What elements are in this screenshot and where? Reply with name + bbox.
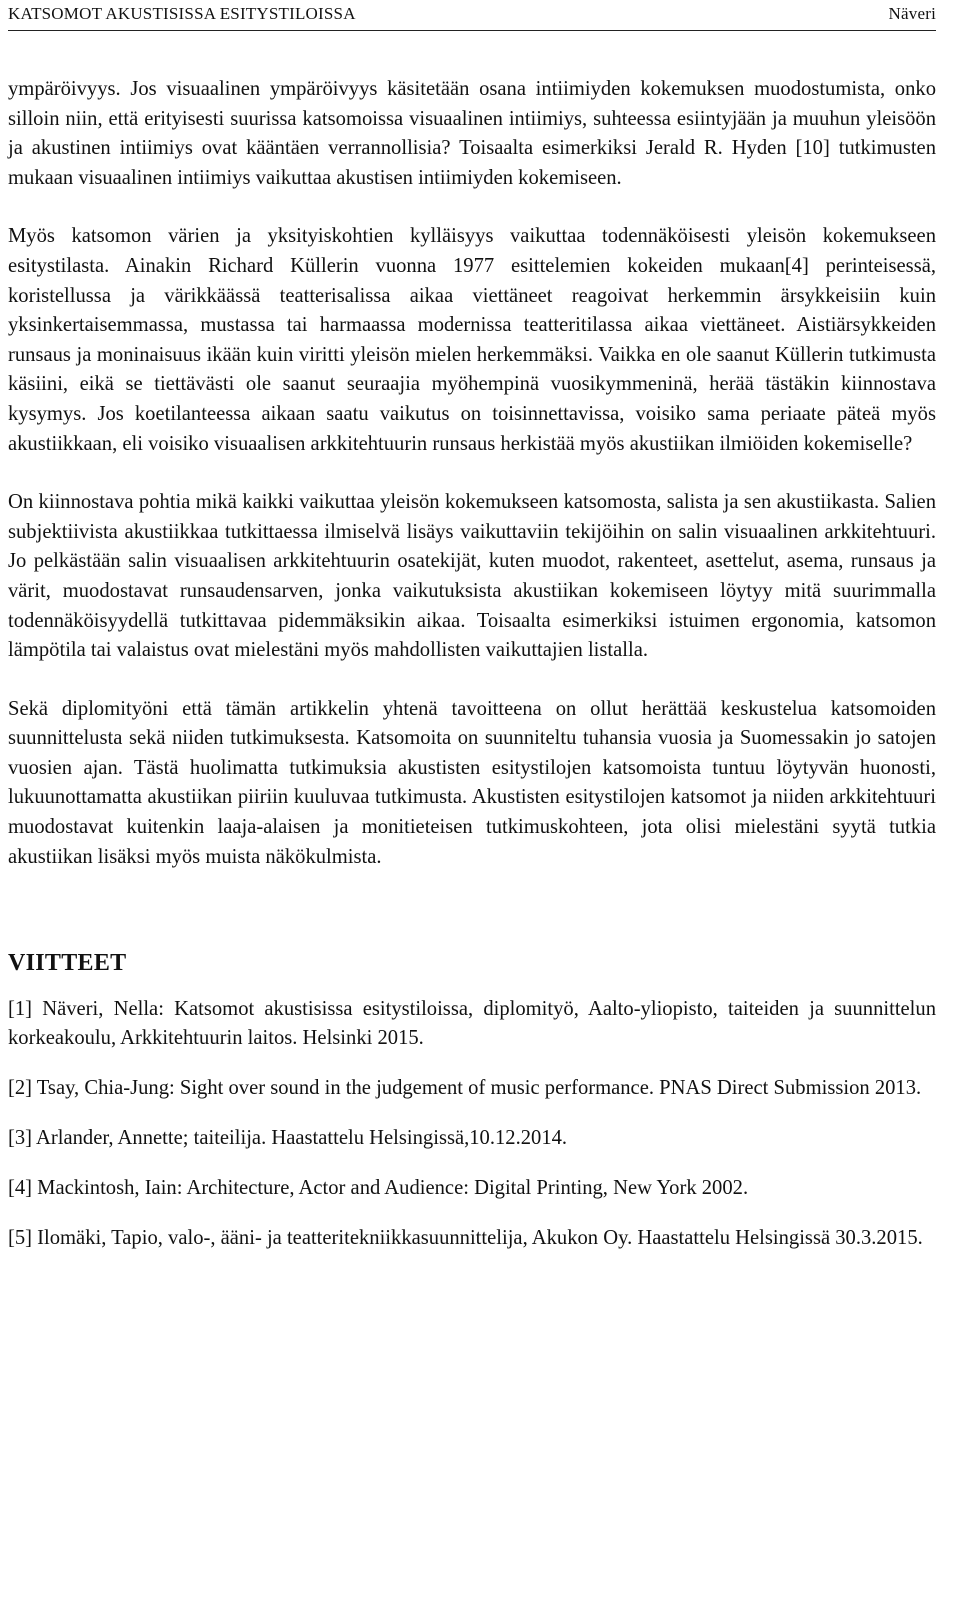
references-heading: VIITTEET: [8, 950, 127, 977]
reference-item: [5] Ilomäki, Tapio, valo-, ääni- ja teatteritekniikkasuunnittelija, Akukon Oy. Haastattelu Helsingissä 30.3.2015.: [8, 1227, 923, 1250]
reference-item: [2] Tsay, Chia-Jung: Sight over sound in the judgement of music performance. PNAS Direct Submission 2013.: [8, 1077, 922, 1100]
reference-item: [4] Mackintosh, Iain: Architecture, Actor and Audience: Digital Printing, New York 2002.: [8, 1177, 749, 1200]
paragraph: Sekä diplomityöni että tämän artikkelin yhtenä tavoitteena on ollut herättää keskustelua katsomoiden suunnittelusta sekä niiden tutkimuksesta. Katsomoita on suunniteltu tuhansia vuosia ja Suomessakin jo satojen vuosien ajan. Tästä huolimatta tutkimuksia akustisten esitystilojen katsomoista tuntuu löytyvän huonosti, lukuunottamatta akustiikan piiriin kuuluvaa tutkimusta. Akustisten esitystilojen katsomot ja niiden arkkitehtuuri muodostavat kuitenkin laaja-alaisen ja monitieteisen tutkimuskohteen, jota olisi mielestäni syytä tutkia akustiikan lisäksi myös muista näkökulmista.: [8, 697, 936, 868]
article-body: [8, 75, 936, 872]
document-page: [8, 0, 936, 1274]
header-title: KATSOMOT AKUSTISISSA ESITYSTILOISSA: [8, 4, 356, 23]
reference-item: [1] Näveri, Nella: Katsomot akustisissa esitystiloissa, diplomityö, Aalto-yliopisto, taiteiden ja suunnittelun korkeakoulu, Arkkitehtuurin laitos. Helsinki 2015.: [8, 998, 936, 1050]
running-header: [8, 0, 936, 31]
paragraph: On kiinnostava pohtia mikä kaikki vaikuttaa yleisön kokemukseen katsomosta, salista ja sen akustiikasta. Salien subjektiivista akustiikkaa tutkittaessa ilmiselvä lisäys vaikuttaviin tekijöihin on salin visuaalinen arkkitehtuuri. Jo pelkästään salin visuaalisen arkkitehtuurin osatekijät, kuten muodot, rakenteet, asettelut, asema, runsaus ja värit, muodostavat runsaudensarven, jonka vaikutuksista akustiikan kokemiseen löytyy mitä suurimmalla todennäköisyydellä tutkittavaa pidemmäksikin aikaa. Toisaalta esimerkiksi istuimen ergonomia, katsomon lämpötila tai valaistus ovat mielestäni myös mahdollisten vaikuttajien listalla.: [8, 491, 936, 662]
paragraph: ympäröivyys. Jos visuaalinen ympäröivyys käsitetään osana intiimiyden kokemuksen muodostumista, onko silloin niin, että erityisesti suurissa katsomoissa visuaalinen intiimiys, suhteessa esiintyjään ja muuhun yleisöön ja akustinen intiimiys ovat kääntäen verrannollisia? Toisaalta esimerkiksi Jerald R. Hyden [10] tutkimusten mukaan visuaalinen intiimiys vaikuttaa akustisen intiimiyden kokemiseen.: [8, 78, 936, 189]
header-author: Näveri: [888, 4, 936, 23]
reference-list: [8, 995, 936, 1253]
reference-item: [3] Arlander, Annette; taiteilija. Haastattelu Helsingissä,10.12.2014.: [8, 1127, 568, 1150]
paragraph: Myös katsomon värien ja yksityiskohtien kylläisyys vaikuttaa todennäköisesti yleisön kokemukseen esitystilasta. Ainakin Richard Küllerin vuonna 1977 esittelemien kokeiden mukaan[4] perinteisessä, koristellussa ja värikkäässä teatterisalissa aikaa viettäneet reagoivat herkemmin ärsykkeisiin kuin yksinkertaisemmassa, mustassa tai harmaassa modernissa teatteritilassa aikaa viettäneet. Aistiärsykkeiden runsaus ja moninaisuus ikään kuin viritti yleisön mielen herkemmäksi. Vaikka en ole saanut Küllerin tutkimusta käsiini, eikä se tiettävästi ole saanut seuraajia myöhempinä vuosikymmeninä, herää tästäkin kiinnostava kysymys. Jos koetilanteessa aikaan saatu vaikutus on toisinnettavissa, voisiko sama periaate päteä myös akustiikkaan, eli voisiko visuaalisen arkkitehtuurin runsaus herkistää myös akustiikan ilmiöiden kokemiselle?: [8, 225, 936, 455]
